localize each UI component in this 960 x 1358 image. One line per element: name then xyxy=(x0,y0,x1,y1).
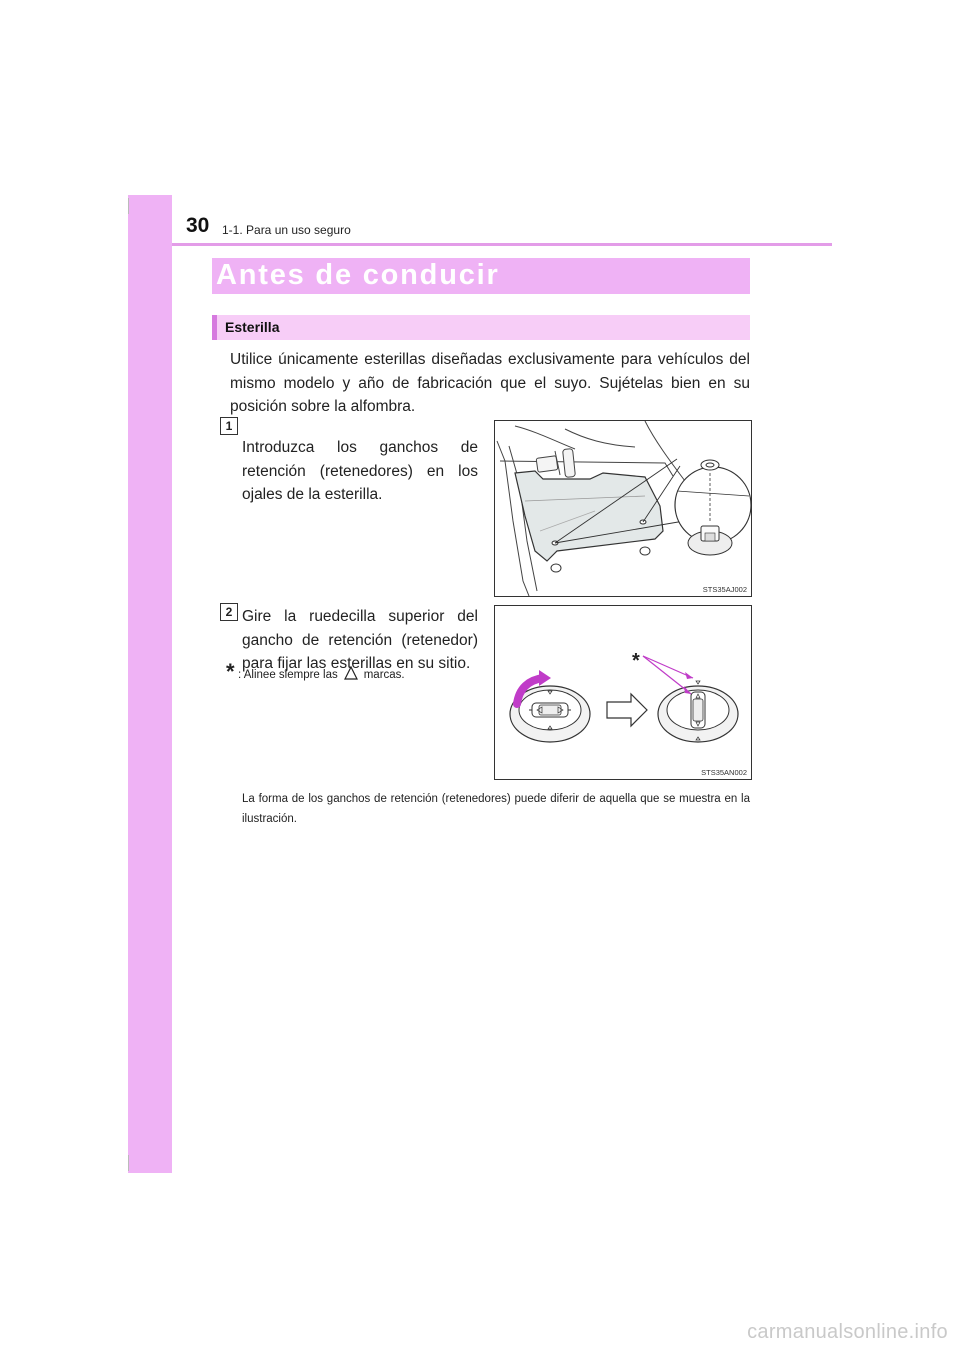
note-prefix: : Alinee siempre las xyxy=(238,669,338,681)
retainer-rotation-illustration xyxy=(495,606,751,779)
header-divider xyxy=(172,243,832,246)
step-1-number: 1 xyxy=(220,417,238,435)
footnote: La forma de los ganchos de retención (retenedores) puede diferir de aquella que se muestra en la ilustración. xyxy=(242,793,750,825)
step-2-text: Gire la ruedecilla superior del gancho de retención (retenedor) para fijar las esterillas en su sitio. xyxy=(242,608,478,672)
page-number: 30 xyxy=(186,214,210,237)
subsection-accent xyxy=(212,315,217,340)
step-1-text: Introduzca los ganchos de retención (retenedores) en los ojales de la esterilla. xyxy=(242,439,478,503)
subsection-banner xyxy=(212,315,750,340)
intro-paragraph: Utilice únicamente esterillas diseñadas exclusivamente para vehículos del mismo modelo y año de fabricación que el suyo. Sujételas bien en su posición sobre la alfombra. xyxy=(230,351,750,415)
figure-floor-mat xyxy=(494,420,752,597)
side-tab-bar xyxy=(128,195,172,1173)
section-breadcrumb: 1-1. Para un uso seguro xyxy=(222,223,351,237)
subsection-title: Esterilla xyxy=(225,319,280,335)
floor-mat-illustration xyxy=(495,421,751,596)
triangle-mark-icon xyxy=(344,666,358,680)
crop-mark xyxy=(128,198,129,214)
page-title: Antes de conducir xyxy=(216,259,500,291)
note-asterisk: * xyxy=(226,659,235,684)
note-text xyxy=(238,666,405,681)
crop-mark xyxy=(128,1155,129,1171)
figure-code: STS35AJ002 xyxy=(702,585,747,594)
figure-retainer-rotation xyxy=(494,605,752,780)
figure-asterisk: * xyxy=(632,650,640,672)
watermark: carmanualsonline.info xyxy=(747,1321,948,1343)
note-suffix: marcas. xyxy=(363,669,405,681)
figure-code: STS35AN002 xyxy=(701,768,747,777)
step-2-number: 2 xyxy=(220,603,238,621)
